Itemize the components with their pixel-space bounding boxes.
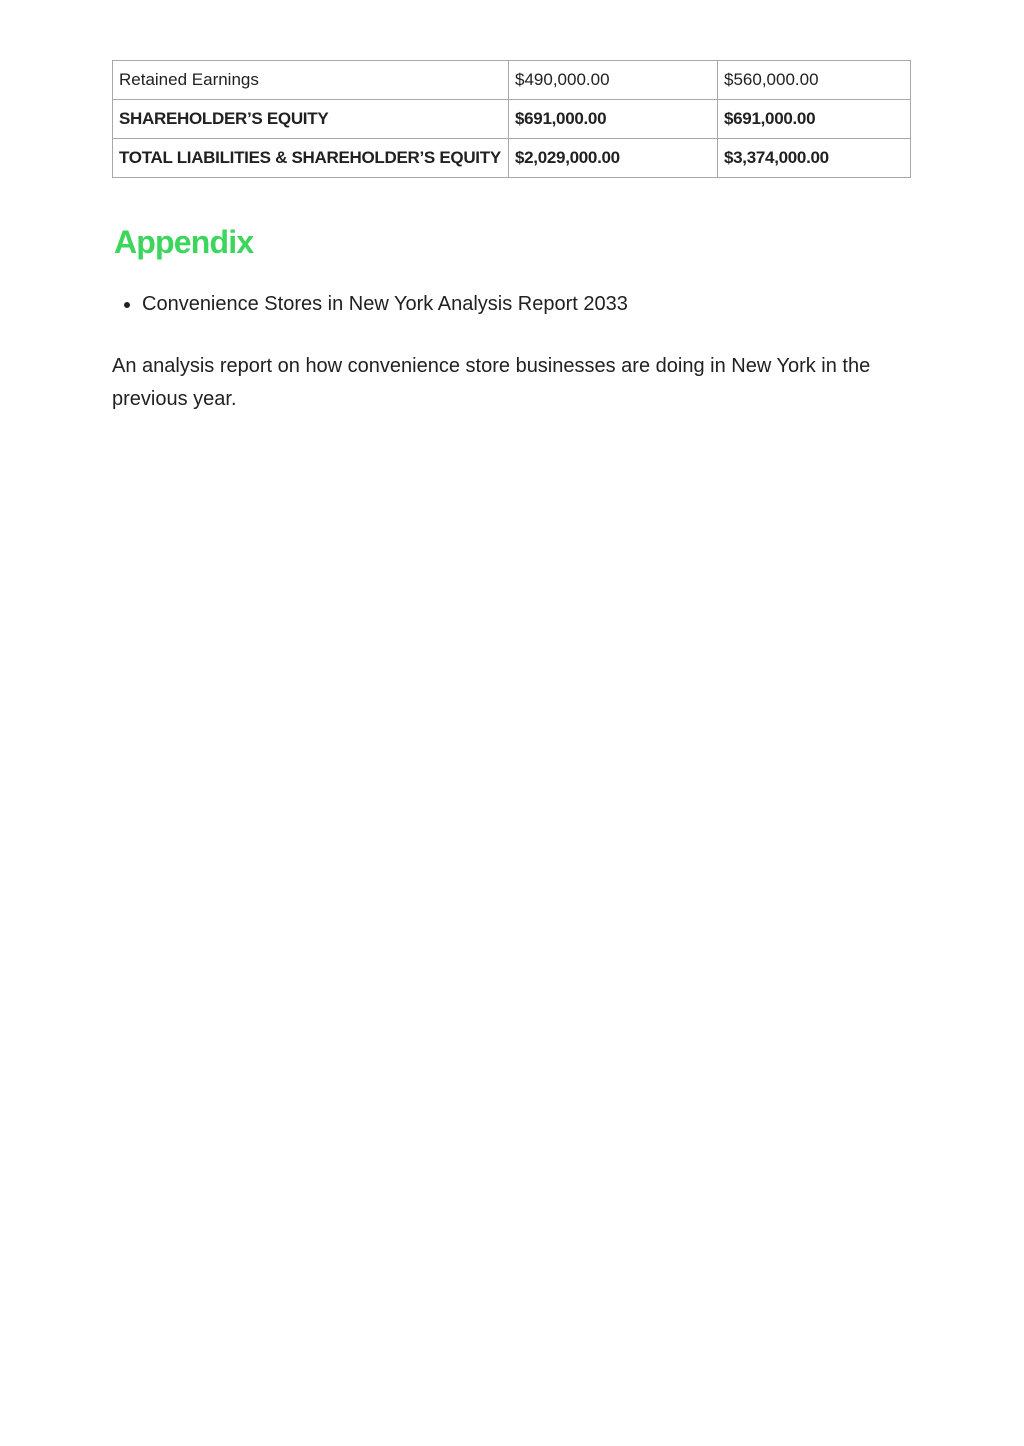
balance-sheet-table <box>112 60 911 178</box>
appendix-list <box>112 290 910 318</box>
row-label: Retained Earnings <box>113 61 509 100</box>
appendix-description: An analysis report on how convenience store businesses are doing in New York in the previous year. <box>112 355 871 410</box>
row-label: TOTAL LIABILITIES & SHAREHOLDER’S EQUITY <box>113 139 509 178</box>
table-row <box>113 139 911 178</box>
row-label: SHAREHOLDER’S EQUITY <box>113 100 509 139</box>
row-value-year-1: $490,000.00 <box>509 61 718 100</box>
row-value-year-2: $560,000.00 <box>718 61 911 100</box>
document-page <box>112 60 910 416</box>
row-value-year-2: $691,000.00 <box>718 100 911 139</box>
table-row <box>113 100 911 139</box>
list-item: • Convenience Stores in New York Analysis Report 2033 <box>142 290 910 318</box>
row-value-year-1: $691,000.00 <box>509 100 718 139</box>
row-value-year-2: $3,374,000.00 <box>718 139 911 178</box>
table-row <box>113 61 911 100</box>
row-value-year-1: $2,029,000.00 <box>509 139 718 178</box>
appendix-heading: Appendix <box>114 224 254 260</box>
